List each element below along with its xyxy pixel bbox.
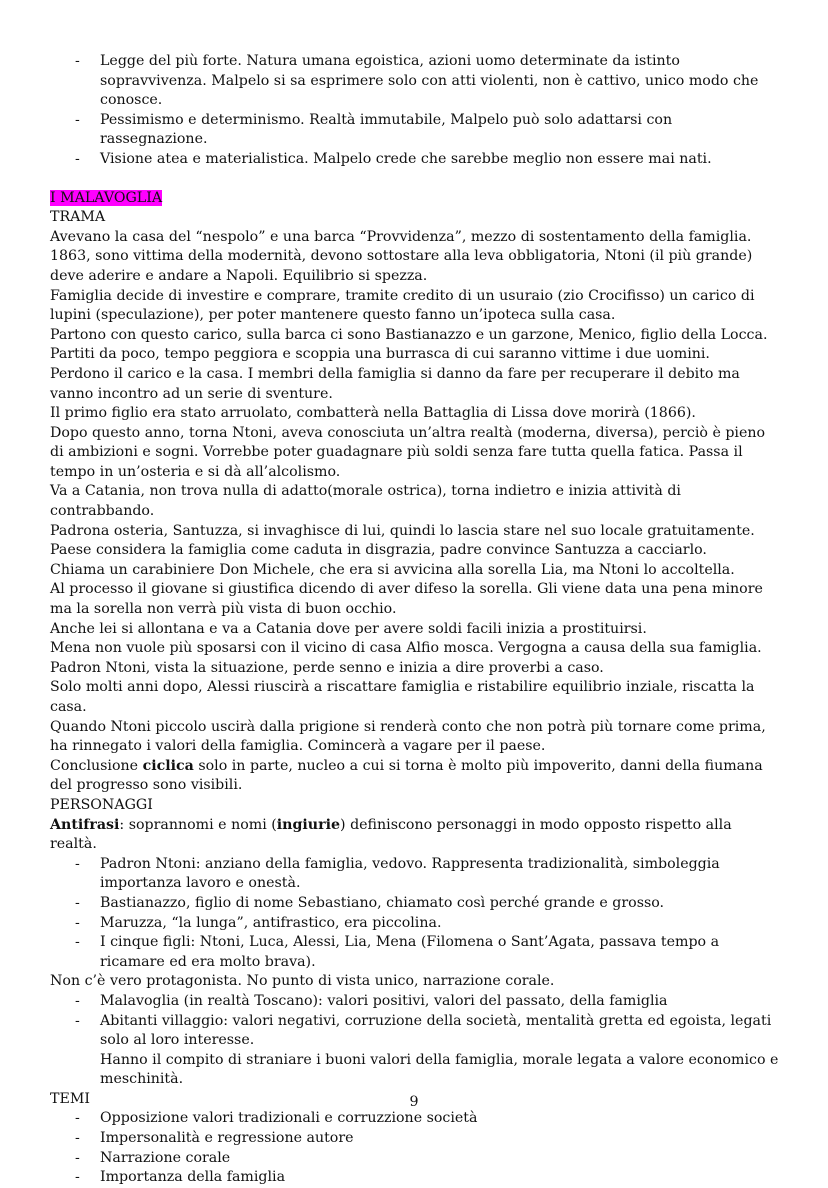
trama-paragraph: Al processo il giovane si giustifica dicendo di aver difeso la sorella. Gli viene data una pena minore ma la sorella non verrà più vista di buon occhio. bbox=[50, 581, 763, 618]
corale-list bbox=[50, 992, 780, 1051]
list-item: - Maruzza, “la lunga”, antifrastico, era piccolina. bbox=[50, 914, 780, 934]
trama-paragraphs bbox=[50, 228, 780, 757]
trama-paragraph: Padrona osteria, Santuzza, si invaghisce di lui, quindi lo lascia stare nel suo locale gratuitamente. bbox=[50, 522, 755, 539]
list-item: - Narrazione corale bbox=[50, 1149, 780, 1169]
corale-extra-paragraph: Hanno il compito di straniare i buoni valori della famiglia, morale legata a valore economico e meschinità. bbox=[100, 1051, 779, 1088]
trama-paragraph: Famiglia decide di investire e comprare, tramite credito di un usuraio (zio Crocifisso) un carico di lupini (speculazione), per poter mantenere questo fanno un’ipoteca sulla casa. bbox=[50, 287, 755, 324]
conclusione-paragraph bbox=[50, 757, 780, 796]
personaggi-heading: PERSONAGGI bbox=[50, 796, 153, 813]
trama-paragraph: Padron Ntoni, vista la situazione, perde senno e inizia a dire proverbi a caso. bbox=[50, 659, 604, 676]
list-item: - I cinque figli: Ntoni, Luca, Alessi, Lia, Mena (Filomena o Sant’Agata, passava tempo a ricamare ed era molto brava). bbox=[50, 933, 780, 972]
trama-paragraph: Chiama un carabiniere Don Michele, che era si avvicina alla sorella Lia, ma Ntoni lo accoltella. bbox=[50, 561, 735, 578]
trama-paragraph: Va a Catania, non trova nulla di adatto(morale ostrica), torna indietro e inizia attività di contrabbando. bbox=[50, 483, 681, 520]
trama-paragraph: Perdono il carico e la casa. I membri della famiglia si danno da fare per recuperare il debito ma vanno incontro ad un serie di sventure. bbox=[50, 365, 740, 402]
conclusione-lead: Conclusione bbox=[50, 757, 143, 774]
section-title bbox=[50, 189, 780, 209]
trama-paragraph: Anche lei si allontana e va a Catania dove per avere soldi facili inizia a prostituirsi. bbox=[50, 620, 647, 637]
trama-paragraph: 1863, sono vittima della modernità, devono sottostare alla leva obbligatoria, Ntoni (il più grande) deve aderire e andare a Napoli. Equilibrio si spezza. bbox=[50, 248, 753, 284]
trama-paragraph: Partiti da poco, tempo peggiora e scoppia una burrasca di cui saranno vittime i due uomini. bbox=[50, 346, 710, 363]
antifrasi-text-end: ) definiscono personaggi in modo opposto rispetto alla realtà. bbox=[50, 816, 732, 853]
trama-paragraph: Partono con questo carico, sulla barca ci sono Bastianazzo e un garzone, Menico, figlio della Locca. bbox=[50, 326, 768, 343]
trama-paragraph: Mena non vuole più sposarsi con il vicino di casa Alfio mosca. Vergogna a causa della sua famiglia. bbox=[50, 640, 762, 657]
spacer bbox=[50, 170, 780, 189]
trama-paragraph: Il primo figlio era stato arruolato, combatterà nella Battaglia di Lissa dove morirà (1866). bbox=[50, 405, 696, 422]
list-item: - Impersonalità e regressione autore bbox=[50, 1129, 780, 1149]
ingiurie-bold: ingiurie bbox=[276, 816, 341, 833]
malpelo-themes-list bbox=[50, 52, 780, 170]
protagonista-paragraph: Non c’è vero protagonista. No punto di vista unico, narrazione corale. bbox=[50, 973, 555, 990]
page-content bbox=[50, 52, 780, 1188]
trama-paragraph: Avevano la casa del “nespolo” e una barca “Provvidenza”, mezzo di sostentamento della famiglia. bbox=[50, 228, 752, 245]
temi-list bbox=[50, 1109, 780, 1187]
list-item: - Visione atea e materialistica. Malpelo crede che sarebbe meglio non essere mai nati. bbox=[50, 150, 780, 170]
antifrasi-text: : soprannomi e nomi ( bbox=[119, 816, 277, 833]
list-item: - Legge del più forte. Natura umana egoistica, azioni uomo determinate da istinto sopravvivenza. Malpelo si sa esprimere solo con atti violenti, non è cattivo, unico modo che conosce. bbox=[50, 52, 780, 111]
trama-heading: TRAMA bbox=[50, 209, 106, 226]
list-item: - Opposizione valori tradizionali e corruzzione società bbox=[50, 1109, 780, 1129]
trama-paragraph: Dopo questo anno, torna Ntoni, aveva conosciuta un’altra realtà (moderna, diversa), perciò è pieno di ambizioni e sogni. Vorrebbe poter guadagnare più soldi senza fare tutta quella fatica. Passa il tempo in un’osteria e si dà all’alcolismo. bbox=[50, 424, 766, 480]
conclusione-bold: ciclica bbox=[142, 757, 194, 774]
antifrasi-paragraph bbox=[50, 816, 780, 855]
trama-paragraph: Paese considera la famiglia come caduta in disgrazia, padre convince Santuzza a cacciarlo. bbox=[50, 542, 707, 559]
section-title-highlight: I MALAVOGLIA bbox=[50, 189, 163, 206]
list-item: - Pessimismo e determinismo. Realtà immutabile, Malpelo può solo adattarsi con rassegnazione. bbox=[50, 111, 780, 150]
page-number: 9 bbox=[409, 1094, 419, 1110]
trama-paragraph: Quando Ntoni piccolo uscirà dalla prigione si renderà conto che non potrà più tornare come prima, ha rinnegato i valori della famiglia. Comincerà a vagare per il paese. bbox=[50, 718, 766, 755]
list-item: - Malavoglia (in realtà Toscano): valori positivi, valori del passato, della famiglia bbox=[50, 992, 780, 1012]
list-item: - Abitanti villaggio: valori negativi, corruzione della società, mentalità gretta ed egoista, legati solo al loro interesse. bbox=[50, 1012, 780, 1051]
temi-heading: TEMI bbox=[50, 1090, 90, 1107]
list-item: - Padron Ntoni: anziano della famiglia, vedovo. Rappresenta tradizionalità, simboleggia importanza lavoro e onestà. bbox=[50, 855, 780, 894]
list-item: - Importanza della famiglia bbox=[50, 1168, 780, 1188]
personaggi-list bbox=[50, 855, 780, 973]
trama-paragraph: Solo molti anni dopo, Alessi riuscirà a riscattare famiglia e ristabilire equilibrio inziale, riscatta la casa. bbox=[50, 679, 755, 715]
conclusione-rest: solo in parte, nucleo a cui si torna è molto più impoverito, danni della fiumana del progresso sono visibili. bbox=[50, 757, 763, 794]
antifrasi-bold: Antifrasi bbox=[50, 816, 120, 833]
list-item: - Bastianazzo, figlio di nome Sebastiano, chiamato così perché grande e grosso. bbox=[50, 894, 780, 914]
